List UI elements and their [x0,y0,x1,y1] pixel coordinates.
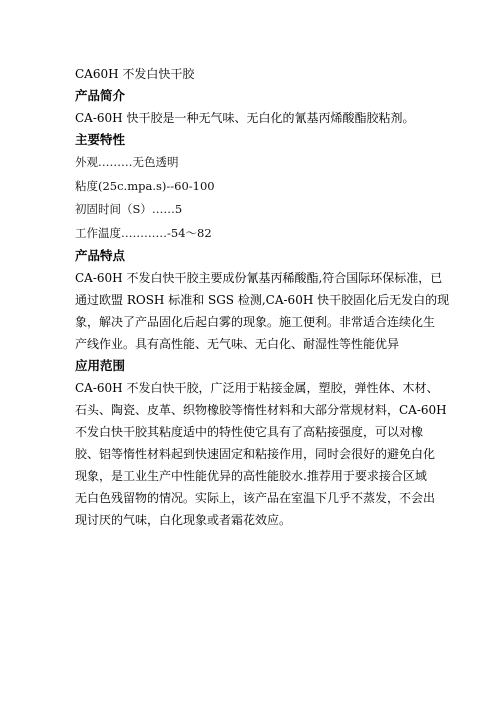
applications-line: 胶、铝等惰性材料起到快速固定和粘接作用，同时会很好的避免白化 [75,447,436,461]
applications-line: 石头、陶瓷、皮革、织物橡胶等惰性材料和大部分常规材料，CA-60H [75,403,447,417]
heading-applications: 应用范围 [75,358,126,373]
applications-paragraph [75,377,447,531]
features-line: 产线作业。具有高性能、无气味、无白化、耐湿性等性能优异 [75,337,400,351]
document-page [75,63,450,531]
features-line: 通过欧盟 ROSH 标准和 SGS 检测,CA-60H 快干胶固化后无发白的现 [75,293,450,307]
intro-text: CA-60H 快干胶是一种无气味、无白化的氰基丙烯酸酯胶粘剂。 [75,111,415,125]
property-viscosity: 粘度(25c.mpa.s)--60-100 [75,178,215,193]
heading-features: 产品特点 [75,248,126,263]
applications-line: 无白色残留物的情况。实际上，该产品在室温下几乎不蒸发，不会出 [75,491,436,505]
features-line: 象，解决了产品固化后起白雾的现象。施工便利。非常适合连续化生 [75,315,436,329]
applications-line: CA-60H 不发白快干胶，广泛用于粘接金属，塑胶，弹性体、木材、 [75,381,439,395]
document-title: CA60H 不发白快干胶 [75,67,195,81]
applications-line: 现讨厌的气味，白化现象或者霜花效应。 [75,513,292,527]
features-line: CA-60H 不发白快干胶主要成份氰基丙稀酸酯,符合国际环保标准，已 [75,271,443,285]
applications-line: 不发白快干胶其粘度适中的特性使它具有了高粘接强度，可以对橡 [75,425,424,439]
property-appearance: 外观………无色透明 [75,155,179,169]
heading-intro: 产品简介 [75,88,126,103]
property-working-temperature: 工作温度…………-54～82 [75,225,212,240]
features-paragraph [75,267,450,355]
applications-line: 现象，是工业生产中性能优异的高性能胶水.推荐用于要求接合区域 [75,469,427,483]
properties-list [75,151,423,245]
property-initial-cure-time: 初固时间（S）……5 [75,202,183,216]
heading-properties: 主要特性 [75,132,126,147]
